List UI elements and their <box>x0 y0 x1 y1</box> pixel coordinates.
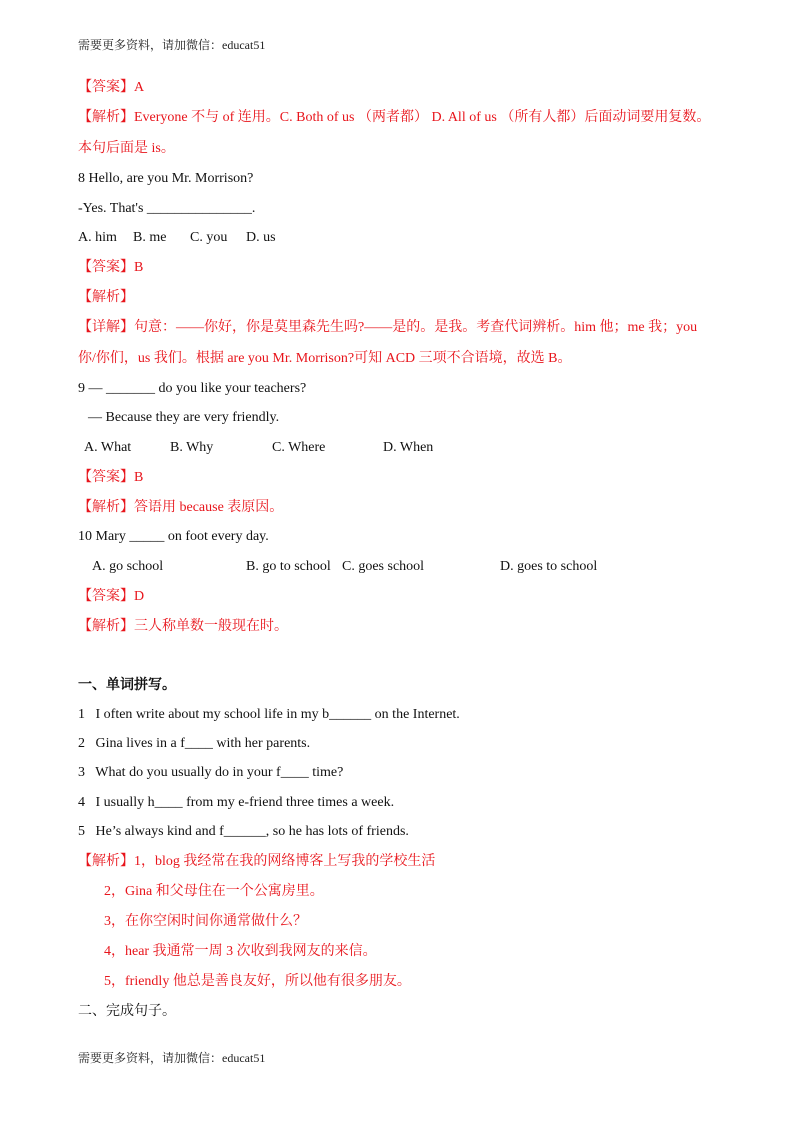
q10-option-d: D. goes to school <box>500 559 598 574</box>
q10-option-a: A. go school <box>92 559 164 574</box>
q9-option-a: A. What <box>84 440 132 455</box>
q9-option-b: B. Why <box>170 440 214 455</box>
section1-item-4: 4 I usually h____ from my e-friend three times a week. <box>78 795 395 810</box>
q7-analysis-line-2: 本句后面是 is。 <box>78 141 175 156</box>
q8-option-d: D. us <box>246 230 276 245</box>
section1-title: 一、单词拼写。 <box>78 678 176 693</box>
q9-option-c: C. Where <box>272 440 326 455</box>
q9-analysis: 【解析】答语用 because 表原因。 <box>78 500 284 515</box>
section1-analysis-1: 【解析】1，blog 我经常在我的网络博客上写我的学校生活 <box>78 854 436 869</box>
q10-option-b: B. go to school <box>246 559 331 574</box>
q9-option-d: D. When <box>383 440 434 455</box>
q8-detail-line-1: 【详解】句意：——你好，你是莫里森先生吗?——是的。是我。考查代词辨析。him 他；me 我；you <box>78 320 698 335</box>
q10-option-c: C. goes school <box>342 559 425 574</box>
section2-title: 二、完成句子。 <box>78 1004 176 1019</box>
section1-analysis-2: 2，Gina 和父母住在一个公寓房里。 <box>104 884 324 899</box>
q7-answer: 【答案】A <box>78 80 145 95</box>
section1-analysis-4: 4，hear 我通常一周 3 次收到我网友的来信。 <box>104 944 377 959</box>
q9-question: 9 — _______ do you like your teachers? <box>78 381 307 396</box>
section1-analysis-5: 5，friendly 他总是善良友好，所以他有很多朋友。 <box>104 974 411 989</box>
section1-analysis-3: 3，在你空闲时间你通常做什么？ <box>104 914 307 929</box>
section1-item-5: 5 He’s always kind and f______, so he has lots of friends. <box>78 824 409 839</box>
q10-analysis: 【解析】三人称单数一般现在时。 <box>78 619 288 634</box>
q8-reply: -Yes. That's _______________. <box>78 201 256 216</box>
q8-answer: 【答案】B <box>78 260 144 275</box>
section1-item-2: 2 Gina lives in a f____ with her parents. <box>78 736 311 751</box>
q9-answer: 【答案】B <box>78 470 144 485</box>
q8-option-b: B. me <box>133 230 167 245</box>
q7-analysis-line-1: 【解析】Everyone 不与 of 连用。C. Both of us （两者都） D. All of us （所有人都）后面动词要用复数。 <box>78 110 711 125</box>
section1-item-1: 1 I often write about my school life in my b______ on the Internet. <box>78 707 460 722</box>
q8-question: 8 Hello, are you Mr. Morrison? <box>78 171 254 186</box>
q10-question: 10 Mary _____ on foot every day. <box>78 529 269 544</box>
header-note: 需要更多资料，请加微信：educat51 <box>78 38 266 52</box>
q9-reply: — Because they are very friendly. <box>88 410 280 425</box>
section1-item-3: 3 What do you usually do in your f____ time? <box>78 765 344 780</box>
q8-analysis: 【解析】 <box>78 290 134 305</box>
q8-option-c: C. you <box>190 230 228 245</box>
footer-note: 需要更多资料，请加微信：educat51 <box>78 1051 266 1065</box>
q8-detail-line-2: 你/你们，us 我们。根据 are you Mr. Morrison?可知 ACD 三项不合语境，故选 B。 <box>78 351 572 366</box>
q10-answer: 【答案】D <box>78 589 145 604</box>
q8-option-a: A. him <box>78 230 117 245</box>
